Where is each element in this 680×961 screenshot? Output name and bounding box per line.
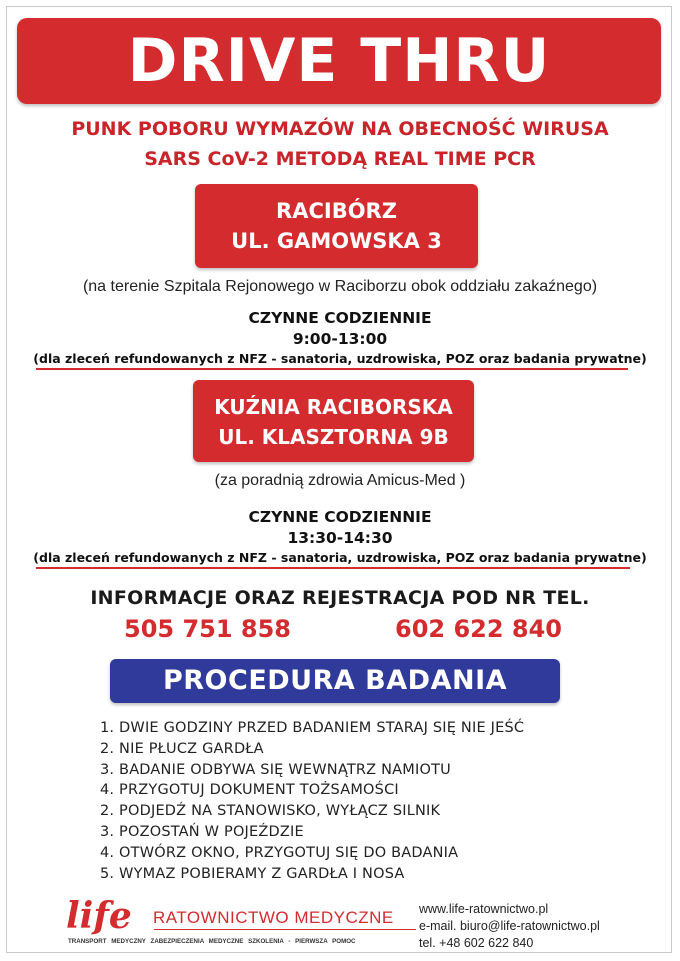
location-box-kuznia [193, 380, 474, 462]
red-underline [36, 368, 628, 370]
location-street: UL. GAMOWSKA 3 [231, 229, 442, 253]
subtitle-line-2: SARS CoV-2 METODĄ REAL TIME PCR [144, 148, 536, 170]
logo-word: life [66, 895, 132, 937]
procedure-title: PROCEDURA BADANIA [110, 659, 560, 703]
location-note: (za poradnią zdrowia Amicus-Med ) [214, 472, 466, 489]
poster-title: DRIVE THRU [127, 26, 551, 96]
procedure-step: 2. PODJEDŹ NA STANOWISKO, WYŁĄCZ SILNIK [100, 803, 441, 820]
procedure-step: 3. POZOSTAŃ W POJEŹDZIE [100, 823, 304, 840]
procedure-step: 2. NIE PŁUCZ GARDŁA [100, 740, 264, 757]
orders-note: (dla zleceń refundowanych z NFZ - sanatoria, uzdrowiska, POZ oraz badania prywatne) [33, 351, 647, 366]
phone-number-1: 505 751 858 [124, 615, 292, 643]
location-city: RACIBÓRZ [276, 199, 397, 223]
opening-hours: 9:00-13:00 [292, 330, 388, 348]
logo-services: TRANSPORT MEDYCZNY ZABEZPIECZENIA MEDYCZNE SZKOLENIA - PIERWSZA POMOC [68, 938, 356, 945]
procedure-step: 3. BADANIE ODBYWA SIĘ WEWNĄTRZ NAMIOTU [100, 761, 451, 778]
procedure-step: 5. WYMAZ POBIERAMY Z GARDŁA I NOSA [100, 865, 405, 882]
contact-info [419, 901, 600, 952]
website-link[interactable]: www.life-ratownictwo.pl [419, 902, 549, 916]
email-link[interactable]: e-mail. biuro@life-ratownictwo.pl [419, 919, 600, 933]
logo-divider [154, 929, 416, 930]
logo-subtitle: RATOWNICTWO MEDYCZNE [153, 908, 394, 927]
info-label: INFORMACJE ORAZ REJESTRACJA POD NR TEL. [90, 587, 590, 609]
phone-number-2: 602 622 840 [395, 615, 563, 643]
subtitle-line-1: PUNK POBORU WYMAZÓW NA OBECNOŚĆ WIRUSA [71, 118, 609, 140]
procedure-step: 4. PRZYGOTUJ DOKUMENT TOŻSAMOŚCI [100, 782, 399, 799]
location-city: KUŹNIA RACIBORSKA [214, 395, 453, 419]
open-label: CZYNNE CODZIENNIE [248, 508, 432, 526]
location-street: UL. KLASZTORNA 9B [218, 425, 449, 449]
procedure-step: 4. OTWÓRZ OKNO, PRZYGOTUJ SIĘ DO BADANIA [100, 844, 459, 861]
open-label: CZYNNE CODZIENNIE [248, 309, 432, 327]
location-box-raciborz [195, 184, 478, 268]
orders-note: (dla zleceń refundowanych z NFZ - sanatoria, uzdrowiska, POZ oraz badania prywatne) [33, 550, 647, 565]
title-banner [17, 18, 661, 104]
procedure-step: 1. DWIE GODZINY PRZED BADANIEM STARAJ SIĘ NIE JEŚĆ [100, 720, 525, 736]
contact-phone: tel. +48 602 622 840 [419, 936, 534, 950]
red-underline [36, 567, 630, 569]
opening-hours: 13:30-14:30 [287, 529, 393, 547]
location-note: (na terenie Szpitala Rejonowego w Raciborzu obok oddziału zakaźnego) [82, 278, 598, 295]
procedure-steps [100, 718, 524, 884]
